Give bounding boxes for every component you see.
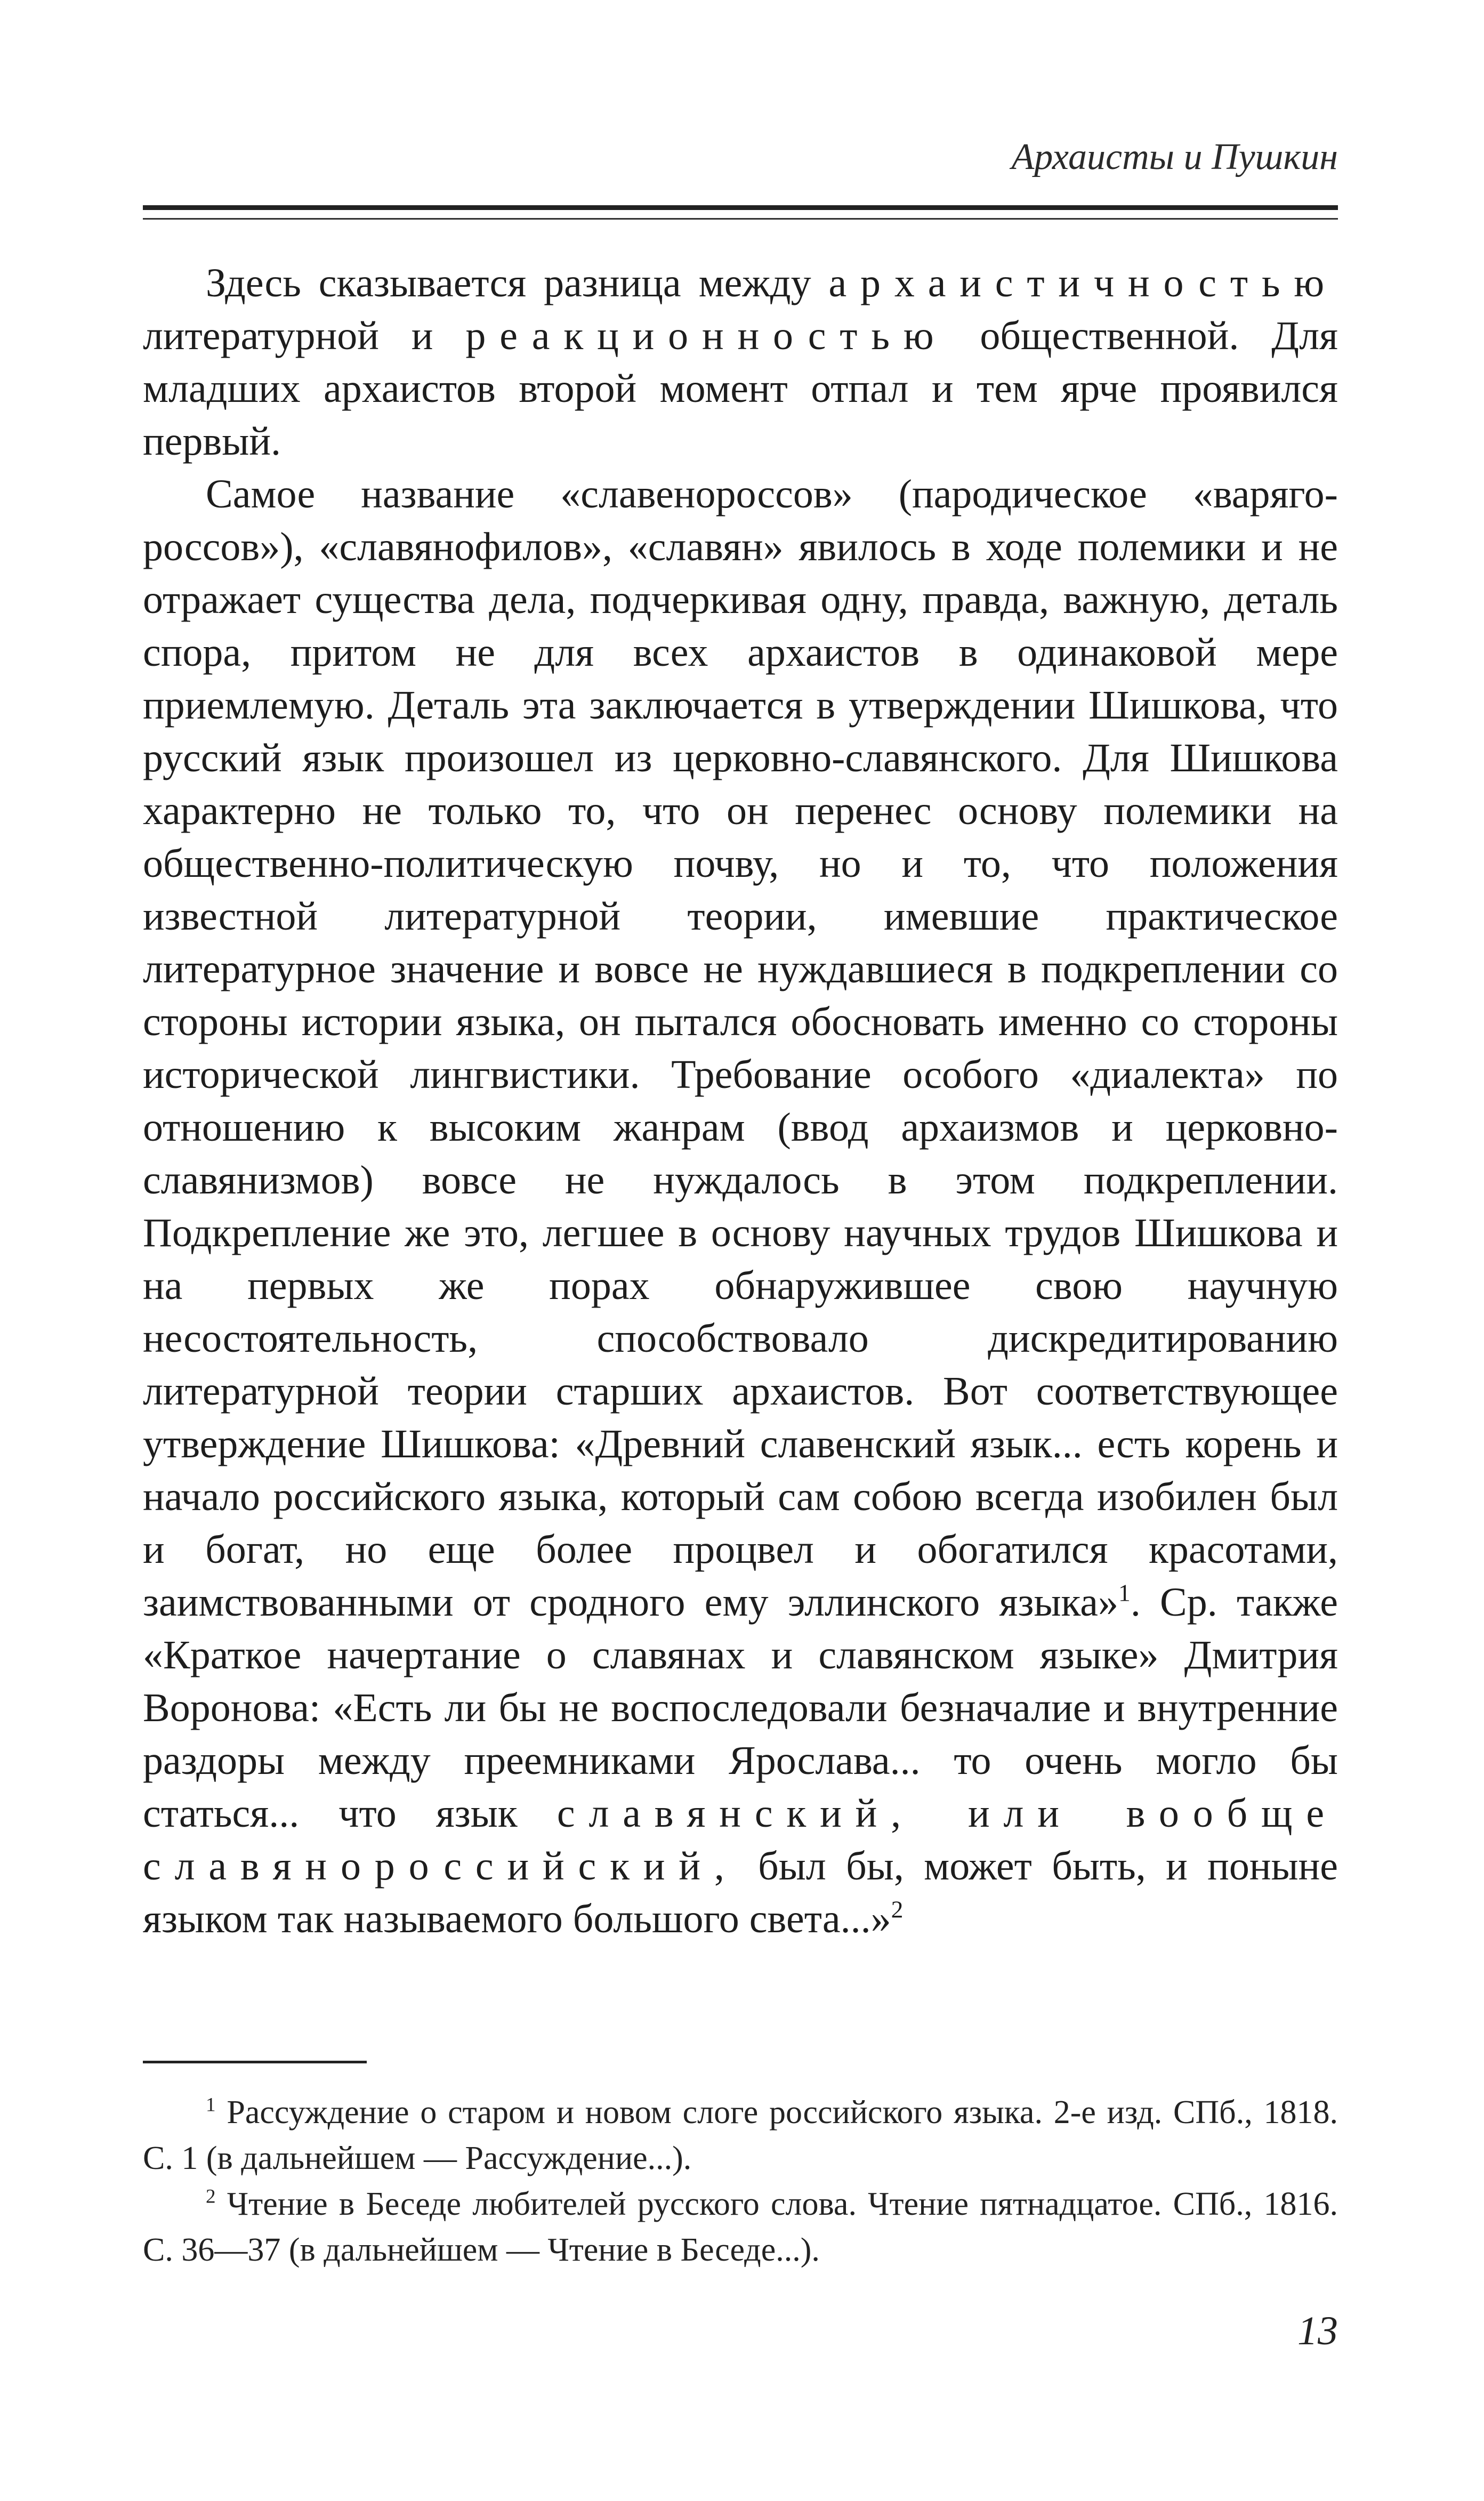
text-run: был бы, может быть, и поныне языком так называемого большого света...» bbox=[143, 1844, 1338, 1941]
spaced-emphasis: славянский, или вообще славяноросcийский, bbox=[143, 1791, 1338, 1889]
header-rule-thin bbox=[143, 218, 1338, 220]
text-run: . Ср. также «Краткое начертание о славянах и славянском языке» Дмитрия Воронова: «Есть ли бы не воспоследовали безначалие и внутренние раздоры между преемниками Ярослава... то очень могло бы статься... что язык bbox=[143, 1580, 1338, 1836]
footnote-ref: 1 bbox=[1118, 1579, 1131, 1607]
header-rule-thick bbox=[143, 205, 1338, 210]
footnote-text: Чтение в Беседе любителей русского слова. Чтение пятнадцатое. СПб., 1816. С. 36—37 (в дальнейшем — Чтение в Беседе...). bbox=[143, 2186, 1338, 2268]
footnote-marker: 2 bbox=[206, 2185, 216, 2208]
footnote-ref: 2 bbox=[891, 1895, 904, 1923]
spaced-emphasis: архаистичностью bbox=[828, 261, 1338, 305]
footnotes bbox=[143, 2089, 1338, 2273]
spaced-emphasis: реакционностью bbox=[465, 313, 948, 358]
text-run: общественной. Для младших архаистов второй момент отпал и тем ярче проявился первый. bbox=[143, 313, 1338, 464]
text-run: литературной и bbox=[143, 313, 466, 358]
paragraph-1 bbox=[143, 257, 1338, 468]
main-text bbox=[143, 257, 1338, 1946]
running-head: Архаисты и Пушкин bbox=[1011, 136, 1338, 178]
footnote-marker: 1 bbox=[206, 2094, 216, 2116]
page-number: 13 bbox=[1297, 2309, 1338, 2353]
footnote-separator bbox=[143, 2061, 367, 2063]
footnote-2 bbox=[143, 2181, 1338, 2273]
text-run: Здесь сказывается разница между bbox=[206, 261, 829, 305]
text-run: Самое название «славенороссов» (пародическое «варяго-россов»), «славянофилов», «славян» явилось в ходе полемики и не отражает существа дела, подчеркивая одну, правда, важную, деталь спора, притом не для всех архаистов в одинаковой мере приемлемую. Деталь эта заключается в утверждении Шишкова, что русский язык произошел из церковно-славянского. Для Шишкова характерно не только то, что он перенес основу полемики на общественно-политическую почву, но и то, что положения известной литературной теории, имевшие практическое литературное значение и вовсе не нуждавшиеся в подкреплении со стороны истории языка, он пытался обосновать именно со стороны исторической лингвистики. Требование особого «диалекта» по отношению к высоким жанрам (ввод архаизмов и церковно-славянизмов) вовсе не нуждалось в этом подкреплении. Подкрепление же это, легшее в основу научных трудов Шишкова и на первых же порах обнаружившее свою научную несостоятельность, способствовало дискредитированию литературной теории старших архаистов. Вот соответствующее утверждение Шишкова: «Древний славенский язык... есть корень и начало российского языка, который сам собою всегда изобилен был и богат, но еще более процвел и обогатился красотами, заимствованными от сродного ему эллинского языка» bbox=[143, 472, 1338, 1625]
footnote-text: Рассуждение о старом и новом слоге российского языка. 2-е изд. СПб., 1818. С. 1 (в дальнейшем — Рассуждение...). bbox=[143, 2094, 1338, 2176]
footnote-1 bbox=[143, 2089, 1338, 2181]
paragraph-2 bbox=[143, 468, 1338, 1946]
